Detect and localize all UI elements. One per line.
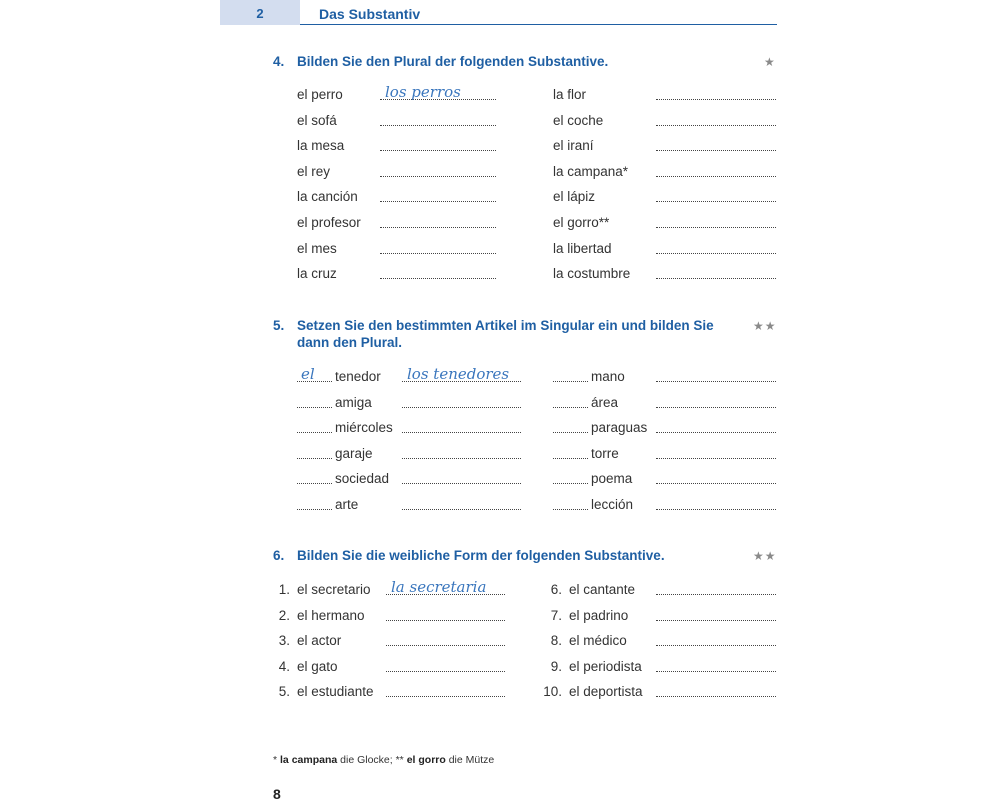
- ex5-article-blank-right[interactable]: [553, 432, 588, 433]
- ex6-item-number-left: 5.: [278, 684, 290, 700]
- ex6-item-number-right: 6.: [550, 582, 562, 597]
- ex4-word-left: el profesor: [297, 215, 361, 230]
- exercise-6-difficulty-stars: ★★: [753, 549, 777, 563]
- footnote-term-2: el gorro: [406, 754, 446, 766]
- chapter-number: 2: [256, 6, 264, 21]
- ex4-answer-blank-left[interactable]: [380, 278, 496, 279]
- ex6-answer-blank-right[interactable]: [656, 594, 776, 595]
- ex4-word-left: la mesa: [297, 138, 345, 154]
- ex5-plural-blank-left[interactable]: [402, 483, 521, 484]
- ex6-word-left: el gato: [297, 658, 338, 674]
- ex5-plural-blank-right[interactable]: [656, 381, 776, 382]
- ex5-article-blank-left[interactable]: [297, 407, 332, 408]
- ex4-word-left: el perro: [297, 87, 343, 102]
- ex5-article-blank-left[interactable]: [297, 483, 332, 484]
- ex4-word-right: la flor: [553, 87, 587, 102]
- ex5-article-blank-left[interactable]: [297, 509, 332, 510]
- ex4-word-right: el iraní: [553, 138, 594, 154]
- ex5-article-blank-left[interactable]: [297, 458, 332, 459]
- ex5-article-blank-right[interactable]: [553, 407, 588, 408]
- ex5-word-right: área: [591, 394, 619, 410]
- exercise-5-example-article: el: [301, 365, 315, 383]
- ex4-word-left: el rey: [297, 163, 331, 179]
- ex6-word-right: el periodista: [569, 658, 642, 674]
- ex5-article-blank-right[interactable]: [553, 381, 588, 382]
- ex4-word-right: el gorro**: [553, 215, 610, 230]
- exercise-4-title: Bilden Sie den Plural der folgenden Substantive.: [297, 54, 609, 69]
- ex5-word-right: lección: [591, 497, 634, 512]
- exercise-6-example-answer: la secretaria: [391, 578, 487, 596]
- ex4-answer-blank-left[interactable]: [380, 125, 496, 126]
- ex6-word-left: el estudiante: [297, 684, 374, 700]
- ex4-word-left: la cruz: [297, 266, 337, 282]
- header-rule: [300, 24, 777, 25]
- ex6-item-number-right: 9.: [550, 658, 562, 674]
- ex5-word-right: torre: [591, 445, 619, 461]
- exercise-5-example-plural: los tenedores: [407, 365, 510, 383]
- ex6-item-number-left: 2.: [278, 607, 290, 623]
- ex5-word-left: tenedor: [335, 369, 381, 384]
- ex5-word-left: amiga: [335, 394, 372, 410]
- ex6-answer-blank-left[interactable]: [386, 620, 505, 621]
- ex5-plural-blank-right[interactable]: [656, 509, 776, 510]
- exercise-4-example-answer: los perros: [385, 83, 461, 101]
- ex4-word-right: el lápiz: [553, 189, 596, 205]
- ex5-word-right: mano: [591, 369, 625, 384]
- footnote-def-2: die Mütze: [448, 754, 495, 766]
- ex6-word-right: el cantante: [569, 582, 636, 597]
- ex6-answer-blank-left[interactable]: [386, 696, 505, 697]
- ex4-word-left: el sofá: [297, 112, 337, 128]
- ex4-answer-blank-left[interactable]: [380, 176, 496, 177]
- ex4-answer-blank-right[interactable]: [656, 125, 776, 126]
- footnote-mark-1: *: [273, 754, 278, 766]
- ex4-answer-blank-left[interactable]: [380, 227, 496, 228]
- ex5-plural-blank-left[interactable]: [402, 432, 521, 433]
- exercise-4-difficulty-stars: ★: [764, 55, 776, 69]
- exercise-6-number: 6.: [273, 548, 285, 563]
- ex4-answer-blank-left[interactable]: [380, 201, 496, 202]
- ex6-word-right: el médico: [569, 633, 627, 649]
- ex4-answer-blank-left[interactable]: [380, 150, 496, 151]
- ex4-word-left: la canción: [297, 189, 358, 205]
- footnote-mark-2: **: [395, 754, 404, 766]
- ex4-word-right: el coche: [553, 112, 604, 128]
- ex4-answer-blank-right[interactable]: [656, 150, 776, 151]
- ex6-item-number-left: 1.: [278, 582, 290, 597]
- ex4-answer-blank-right[interactable]: [656, 227, 776, 228]
- ex6-answer-blank-right[interactable]: [656, 671, 776, 672]
- ex4-answer-blank-left[interactable]: [380, 253, 496, 254]
- ex6-word-left: el hermano: [297, 607, 365, 623]
- ex6-word-left: el actor: [297, 633, 342, 649]
- ex5-plural-blank-left[interactable]: [402, 458, 521, 459]
- ex6-answer-blank-left[interactable]: [386, 645, 505, 646]
- ex5-word-left: miércoles: [335, 420, 393, 436]
- ex5-plural-blank-left[interactable]: [402, 509, 521, 510]
- exercise-6-title: Bilden Sie die weibliche Form der folgenden Substantive.: [297, 548, 665, 563]
- ex6-answer-blank-right[interactable]: [656, 620, 776, 621]
- ex5-article-blank-right[interactable]: [553, 483, 588, 484]
- ex5-plural-blank-right[interactable]: [656, 407, 776, 408]
- footnote-term-1: la campana: [280, 754, 338, 766]
- ex4-answer-blank-right[interactable]: [656, 201, 776, 202]
- ex6-word-right: el deportista: [569, 684, 643, 700]
- footnote-def-1: die Glocke;: [340, 754, 393, 766]
- ex4-answer-blank-right[interactable]: [656, 176, 776, 177]
- ex5-plural-blank-right[interactable]: [656, 458, 776, 459]
- ex4-word-right: la costumbre: [553, 266, 631, 282]
- ex5-word-left: sociedad: [335, 471, 390, 487]
- footnote: [273, 754, 494, 766]
- chapter-title: Das Substantiv: [319, 6, 421, 22]
- exercise-5-title: Setzen Sie den bestimmten Artikel im Singular ein und bilden Sie dann den Plural.: [297, 318, 714, 350]
- ex5-word-left: garaje: [335, 445, 373, 461]
- ex5-plural-blank-right[interactable]: [656, 432, 776, 433]
- ex5-word-right: poema: [591, 471, 633, 487]
- exercise-5-number: 5.: [273, 318, 285, 333]
- ex6-answer-blank-right[interactable]: [656, 696, 776, 697]
- ex5-article-blank-right[interactable]: [553, 509, 588, 510]
- ex4-word-right: la libertad: [553, 240, 612, 256]
- ex5-article-blank-right[interactable]: [553, 458, 588, 459]
- page-number: 8: [273, 786, 281, 802]
- ex6-word-left: el secretario: [297, 582, 371, 597]
- ex6-item-number-left: 3.: [278, 633, 290, 649]
- ex5-word-right: paraguas: [591, 420, 648, 436]
- ex4-word-left: el mes: [297, 240, 337, 256]
- exercise-4-number: 4.: [273, 54, 285, 69]
- ex4-answer-blank-right[interactable]: [656, 99, 776, 100]
- ex4-word-right: la campana*: [553, 163, 629, 179]
- ex6-item-number-right: 7.: [550, 607, 562, 623]
- ex5-plural-blank-left[interactable]: [402, 407, 521, 408]
- ex6-answer-blank-right[interactable]: [656, 645, 776, 646]
- ex5-word-left: arte: [335, 497, 359, 512]
- ex6-item-number-right: 8.: [550, 633, 562, 649]
- exercise-5-difficulty-stars: ★★: [753, 319, 777, 333]
- ex6-answer-blank-left[interactable]: [386, 671, 505, 672]
- ex5-plural-blank-right[interactable]: [656, 483, 776, 484]
- ex6-item-number-left: 4.: [278, 658, 290, 674]
- ex6-item-number-right: 10.: [543, 684, 562, 700]
- ex6-word-right: el padrino: [569, 607, 629, 623]
- ex4-answer-blank-right[interactable]: [656, 278, 776, 279]
- ex4-answer-blank-right[interactable]: [656, 253, 776, 254]
- ex5-article-blank-left[interactable]: [297, 432, 332, 433]
